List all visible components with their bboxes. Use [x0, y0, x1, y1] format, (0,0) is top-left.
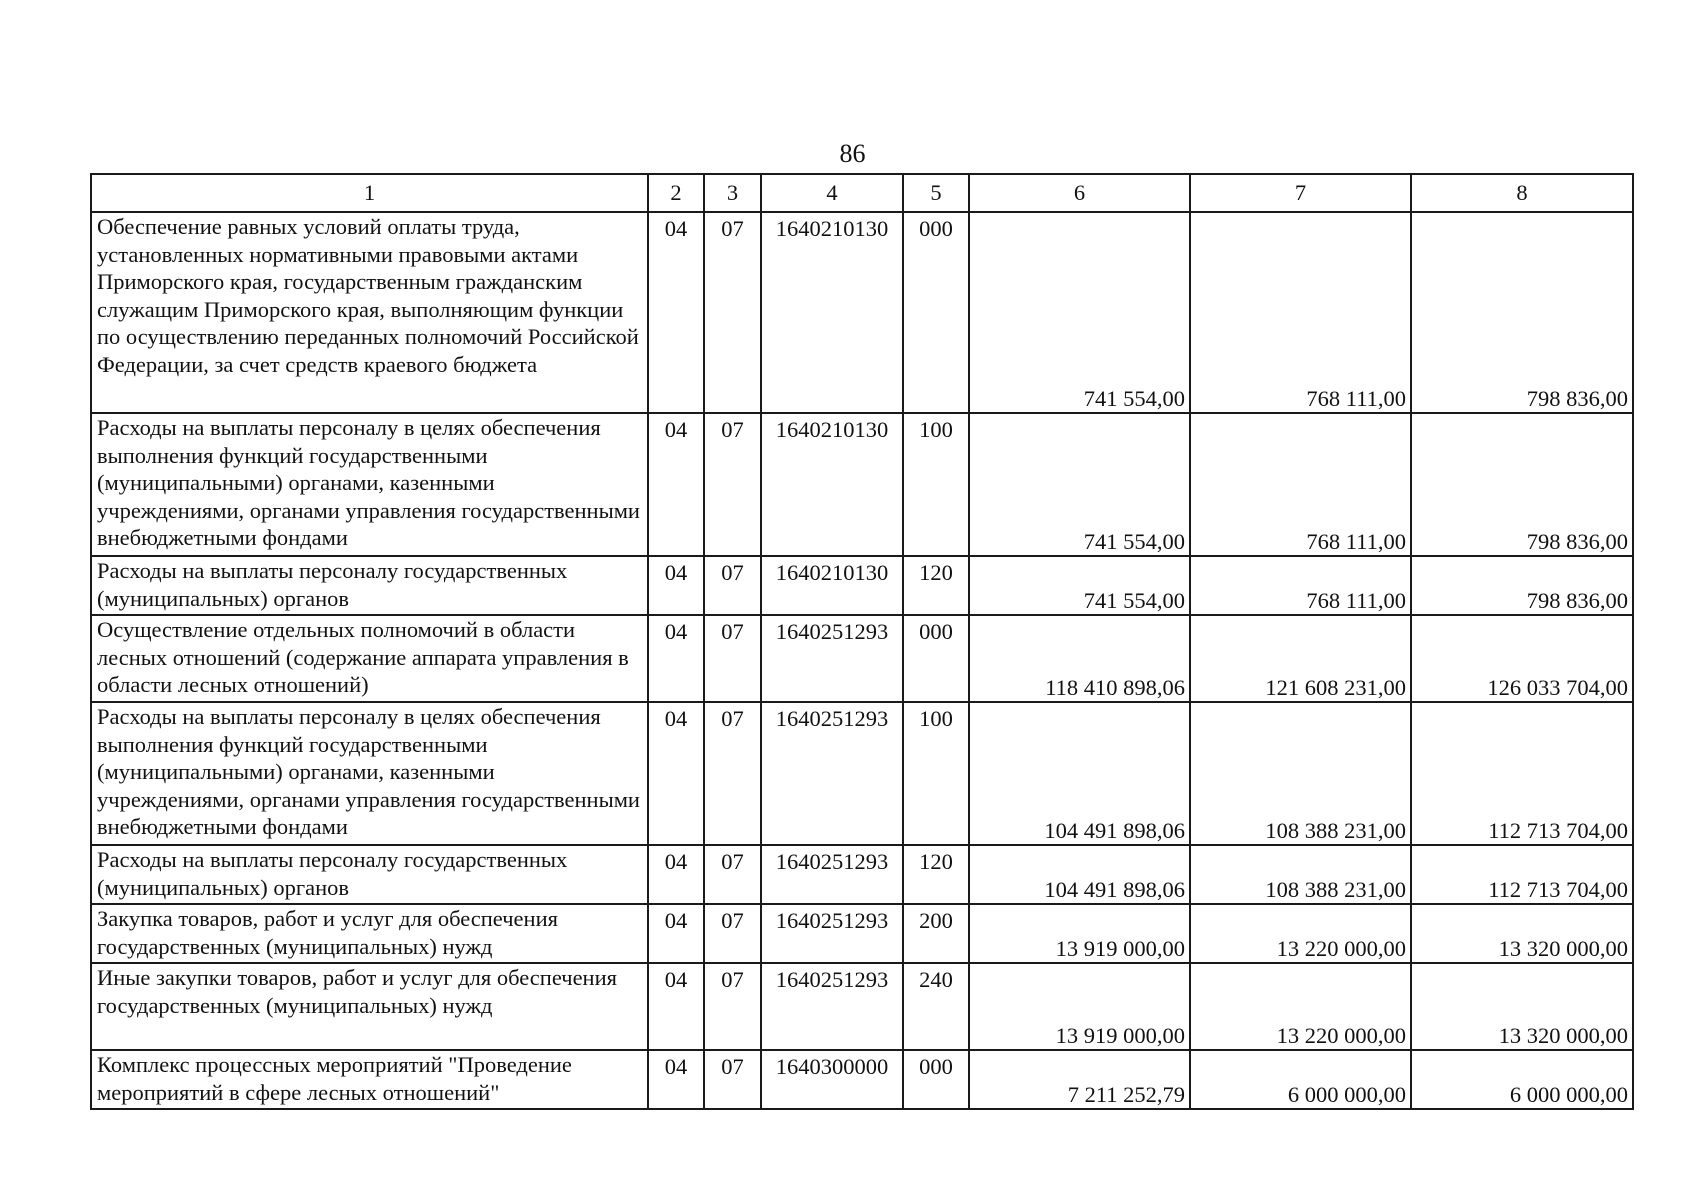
header-cell: 6: [969, 174, 1190, 212]
target-article-cell: 1640300000: [761, 1050, 903, 1109]
table-row: [91, 413, 1633, 556]
amount-col7-cell: 768 111,00: [1190, 212, 1411, 413]
subsection-code-cell: 07: [704, 702, 761, 845]
expense-name-cell: Расходы на выплаты персоналу в целях обеспечения выполнения функций государственными (муниципальными) органами, казенными учреждениями, органами управления государственными внебюджетными фондами: [91, 702, 648, 845]
subsection-code-cell: 07: [704, 845, 761, 904]
page-number: 86: [839, 139, 866, 168]
table-row: [91, 904, 1633, 963]
target-article-cell: 1640210130: [761, 212, 903, 413]
amount-col7-cell: 768 111,00: [1190, 413, 1411, 556]
amount-col8-cell: 112 713 704,00: [1411, 702, 1633, 845]
section-code-cell: 04: [648, 413, 704, 556]
section-code-cell: 04: [648, 702, 704, 845]
expense-type-cell: 200: [903, 904, 969, 963]
amount-col7-cell: 6 000 000,00: [1190, 1050, 1411, 1109]
amount-col6-cell: 741 554,00: [969, 413, 1190, 556]
subsection-code-cell: 07: [704, 615, 761, 702]
amount-col6-cell: 104 491 898,06: [969, 702, 1190, 845]
target-article-cell: 1640251293: [761, 904, 903, 963]
amount-col6-cell: 118 410 898,06: [969, 615, 1190, 702]
expense-type-cell: 100: [903, 413, 969, 556]
subsection-code-cell: 07: [704, 963, 761, 1050]
expense-type-cell: 240: [903, 963, 969, 1050]
amount-col8-cell: 13 320 000,00: [1411, 904, 1633, 963]
target-article-cell: 1640251293: [761, 702, 903, 845]
section-code-cell: 04: [648, 845, 704, 904]
amount-col6-cell: 104 491 898,06: [969, 845, 1190, 904]
header-cell: 2: [648, 174, 704, 212]
amount-col6-cell: 7 211 252,79: [969, 1050, 1190, 1109]
amount-col7-cell: 13 220 000,00: [1190, 963, 1411, 1050]
subsection-code-cell: 07: [704, 1050, 761, 1109]
table-row: [91, 845, 1633, 904]
expense-type-cell: 100: [903, 702, 969, 845]
budget-table: [90, 173, 1634, 1110]
amount-col8-cell: 126 033 704,00: [1411, 615, 1633, 702]
expense-name-cell: Расходы на выплаты персоналу государственных (муниципальных) органов: [91, 845, 648, 904]
amount-col8-cell: 798 836,00: [1411, 212, 1633, 413]
amount-col7-cell: 108 388 231,00: [1190, 702, 1411, 845]
expense-name-cell: Обеспечение равных условий оплаты труда, установленных нормативными правовыми актами Приморского края, государственным гражданским служащим Приморского края, выполняющим функции по осуществлению переданных полномочий Российской Федерации, за счет средств краевого бюджета: [91, 212, 648, 413]
amount-col8-cell: 112 713 704,00: [1411, 845, 1633, 904]
amount-col8-cell: 798 836,00: [1411, 413, 1633, 556]
section-code-cell: 04: [648, 904, 704, 963]
subsection-code-cell: 07: [704, 904, 761, 963]
amount-col7-cell: 13 220 000,00: [1190, 904, 1411, 963]
table-row: [91, 556, 1633, 615]
table-row: [91, 212, 1633, 413]
header-cell: 8: [1411, 174, 1633, 212]
section-code-cell: 04: [648, 556, 704, 615]
table-row: [91, 1050, 1633, 1109]
expense-type-cell: 120: [903, 845, 969, 904]
header-cell: 5: [903, 174, 969, 212]
expense-name-cell: Закупка товаров, работ и услуг для обеспечения государственных (муниципальных) нужд: [91, 904, 648, 963]
table-header-row: [91, 174, 1633, 212]
subsection-code-cell: 07: [704, 212, 761, 413]
amount-col8-cell: 798 836,00: [1411, 556, 1633, 615]
header-cell: 1: [91, 174, 648, 212]
expense-name-cell: Осуществление отдельных полномочий в области лесных отношений (содержание аппарата управления в области лесных отношений): [91, 615, 648, 702]
amount-col7-cell: 768 111,00: [1190, 556, 1411, 615]
expense-type-cell: 120: [903, 556, 969, 615]
table-row: [91, 702, 1633, 845]
header-cell: 7: [1190, 174, 1411, 212]
target-article-cell: 1640251293: [761, 845, 903, 904]
amount-col6-cell: 741 554,00: [969, 212, 1190, 413]
section-code-cell: 04: [648, 615, 704, 702]
amount-col7-cell: 121 608 231,00: [1190, 615, 1411, 702]
expense-name-cell: Расходы на выплаты персоналу в целях обеспечения выполнения функций государственными (муниципальными) органами, казенными учреждениями, органами управления государственными внебюджетными фондами: [91, 413, 648, 556]
expense-type-cell: 000: [903, 615, 969, 702]
section-code-cell: 04: [648, 963, 704, 1050]
table-row: [91, 963, 1633, 1050]
target-article-cell: 1640251293: [761, 963, 903, 1050]
target-article-cell: 1640210130: [761, 556, 903, 615]
section-code-cell: 04: [648, 212, 704, 413]
amount-col8-cell: 6 000 000,00: [1411, 1050, 1633, 1109]
table-row: [91, 615, 1633, 702]
target-article-cell: 1640251293: [761, 615, 903, 702]
subsection-code-cell: 07: [704, 556, 761, 615]
amount-col7-cell: 108 388 231,00: [1190, 845, 1411, 904]
amount-col6-cell: 13 919 000,00: [969, 904, 1190, 963]
header-cell: 3: [704, 174, 761, 212]
amount-col6-cell: 13 919 000,00: [969, 963, 1190, 1050]
target-article-cell: 1640210130: [761, 413, 903, 556]
subsection-code-cell: 07: [704, 413, 761, 556]
section-code-cell: 04: [648, 1050, 704, 1109]
header-cell: 4: [761, 174, 903, 212]
expense-name-cell: Иные закупки товаров, работ и услуг для обеспечения государственных (муниципальных) нужд: [91, 963, 648, 1050]
amount-col8-cell: 13 320 000,00: [1411, 963, 1633, 1050]
expense-type-cell: 000: [903, 212, 969, 413]
amount-col6-cell: 741 554,00: [969, 556, 1190, 615]
expense-name-cell: Расходы на выплаты персоналу государственных (муниципальных) органов: [91, 556, 648, 615]
expense-type-cell: 000: [903, 1050, 969, 1109]
expense-name-cell: Комплекс процессных мероприятий "Проведение мероприятий в сфере лесных отношений": [91, 1050, 648, 1109]
